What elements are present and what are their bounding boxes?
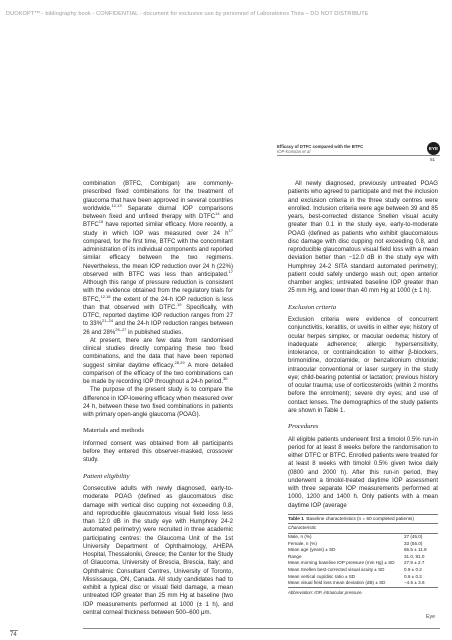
table-cell-value: −4.5 ± 3.6 — [404, 580, 425, 586]
banner-text: DUOKOPT™ - bibliography book - CONFIDENTIAL - document for exclusive use by personnel of Laboratoires Théa – DO NOT DISTRIBUTE — [6, 11, 369, 17]
table-cell-value: 27 (45.0) — [404, 533, 423, 539]
footer-rule — [83, 628, 440, 629]
table-cell-value: 0.9 ± 0.2 — [404, 566, 422, 572]
table-row — [288, 534, 438, 541]
baseline-characteristics-table — [288, 514, 438, 597]
running-title: Efficacy of DTFC compared with the BTFC — [277, 144, 364, 149]
table-cell-label: Female, n (%) — [288, 540, 317, 546]
table-cell-label: Range — [288, 553, 302, 559]
table-row — [288, 560, 438, 567]
table-cell-value: 0.6 ± 0.2 — [404, 573, 422, 579]
journal-name-footer: Eye — [426, 614, 436, 620]
table-abbreviation: Abbreviation: IOP, intraocular pressure. — [288, 589, 363, 595]
table-row — [288, 547, 438, 554]
journal-page-number: 81 — [430, 157, 436, 162]
table-row — [288, 567, 438, 574]
subheading-exclusion-criteria: Exclusion criteria — [288, 303, 337, 311]
eligibility-paragraph: Consecutive adults with newly diagnosed, early-to-moderate POAG (defined as glaucomatous disc damage with vertical disc cupping not exceeding 0.8, and reproducible glaucomatous visual field loss less than 12.0 dB in the study eye with Humphrey 24-2 automated perimetry) were recruited in three academic participating centres: the Glaucoma Unit of the 1st University Department of Ophthalmology, AHEPA Hospital, Thessaloniki, Greece; the Center for the Study of Glaucoma, University of Brescia, Brescia, Italy; and Ophthalmic Consultant Centres, University of Toronto, Mississauga, ON, Canada. All study candidates had to exhibit a typical disc or visual field damage, a mean untreated IOP greater than 25 mm Hg at baseline (two IOP measurements performed at 1000 (± 1 h), and central corneal thickness between 500–600 μm. — [83, 486, 233, 616]
table-cell-value: 27.9 ± 2.7 — [404, 560, 425, 566]
intro-paragraph-3: The purpose of the present study is to compare the difference in IOP-lowering efficacy when measured over 24 h, between these two fixed combinations in patients with primary open-angle glaucoma (POAG). — [83, 387, 233, 418]
table-row — [288, 554, 438, 561]
running-head — [277, 144, 363, 154]
journal-logo: EYE — [427, 142, 440, 155]
table-row — [288, 580, 438, 588]
table-cell-label: Male, n (%) — [288, 533, 312, 539]
table-cell-label: Mean vertical cup/disc ratio ± SD — [288, 573, 356, 579]
table-cell-value: 65.5 ± 11.9 — [404, 547, 427, 553]
table-cell-label: Mean morning baseline IOP pressure (mm Hg) ± SD — [288, 560, 395, 566]
running-authors: IOP Konstas et al — [277, 149, 311, 155]
inclusion-paragraph: All newly diagnosed, previously untreated POAG patients who agreed to participate and met the inclusion and exclusion criteria in the three study centres were enrolled. Inclusion criteria were age between 39 and 85 years, best-corrected distance Snellen visual acuity greater than 0.1 in the study eye, early-to-moderate POAG (defined as patients who exhibit glaucomatous disc damage with disc cupping not exceeding 0.8, and reproducible glaucomatous visual field loss with a mean deviation better than −12.0 dB in the study eye with Humphrey 24-2 SITA standard automated perimetry); patient could safely undergo wash out; open anterior chamber angles; untreated baseline IOP greater than 25 mm Hg, and lower than 40 mm Hg at 1000 (± 1 h). — [288, 181, 438, 295]
intro-paragraph-1: combination (BTFC, Combigan) are commonly-prescribed fixed combinations for the treatment of glaucoma that have been approved in several countries worldwide.$^{12,13}$ Separate diurnal IOP comparisons between fixed and unfixed therapy with DTFC$^{14}$ and BTFC$^{15}$ have reported similar efficacy. More recently, a study in which IOP was measured over 24 $h^{17}$ compared, for the first time, BTFC with the concomitant administration of its individual components and reported similar efficacy between the two regimens. Nevertheless, the mean IOP reduction over 24 h (22%) observed with BTFC was less than anticipated.$^{17}$ Although this range of pressure reduction is consistent with the evidence obtained from the regulatory trials for BTFC,$^{12,18}$ the extent of the 24-h IOP reduction is less than that observed with DTFC.$^{19}$ Specifically, with DTFC, reported daytime IOP reduction ranges from 27 to 33%$^{21-24}$ and the 24-h IOP reduction ranges between 26 and 28%$^{25-27}$ in published studies. — [83, 181, 233, 336]
section-heading-methods: Materials and methods — [83, 427, 144, 435]
subheading-patient-eligibility: Patient eligibility — [83, 472, 130, 480]
table-body — [288, 534, 438, 588]
table-cell-value: 31.0, 81.0 — [404, 553, 425, 559]
table-cell-label: Mean visual field loss mean deviation (dB) ± SD — [288, 580, 386, 586]
book-page-number: 74 — [10, 632, 17, 638]
left-column — [83, 180, 233, 617]
table-cell-label: Mean age (years) ± SD — [288, 547, 336, 553]
consent-paragraph: Informed consent was obtained from all participants before they entered this observer-masked, crossover study. — [83, 440, 233, 464]
header-rule — [277, 155, 440, 156]
intro-paragraph-2: At present, there are few data from randomised clinical studies directly comparing these two fixed combinations, and the data that have been reported suggest similar daytime efficacy.$^{28,29}$ A more detailed comparison of the efficacy of the two combinations can be made by recording IOP throughout a 24-h period.$^{30}$ — [83, 337, 233, 385]
table-cell-value: 33 (55.0) — [404, 540, 423, 546]
page-number-rule — [10, 630, 18, 631]
confidential-banner — [0, 0, 452, 30]
procedures-paragraph: All eligible patients underwent first a timolol 0.5% run-in period for at least 8 weeks before the randomisation to either DTFC or BTFC. Enrolled patients were treated for at least 8 weeks with timolol 0.5% given twice daily (0800 and 2000 h). After this run-in period, they underwent a timolol-treated daytime IOP assessment with three separate IOP measurements performed at 1000, 1200 and 1400 h. Only patients with a mean daytime IOP (average — [288, 436, 438, 509]
exclusion-paragraph: Exclusion criteria were evidence of concurrent conjunctivitis, keratitis, or uveitis in either eye; history of ocular herpes simplex, or macular oedema; history of inadequate adherence; allergic hypersensitivity, intolerance, or contraindication to either β-blockers, brimonidine, dorzolamide, or benzalkonium chloride; intraocular conventional or laser surgery in the study eye; child-bearing potential or lactation; previous history of ocular trauma; use of corticosteroids (within 2 months before the enrolment); severe dry eyes; and use of contact lenses. The demographics of the study patients are shown in Table 1. — [288, 317, 438, 414]
table-caption: Table 1 Baseline characteristics (n = 60 completed patients) — [288, 514, 438, 525]
table-row — [288, 541, 438, 548]
subheading-procedures: Procedures — [288, 423, 319, 430]
right-column — [288, 180, 438, 596]
table-cell-label: Mean Snellen best-corrected visual acuity ± SD — [288, 566, 385, 572]
table-row — [288, 574, 438, 581]
table-column-header: Characteristic — [288, 524, 438, 534]
